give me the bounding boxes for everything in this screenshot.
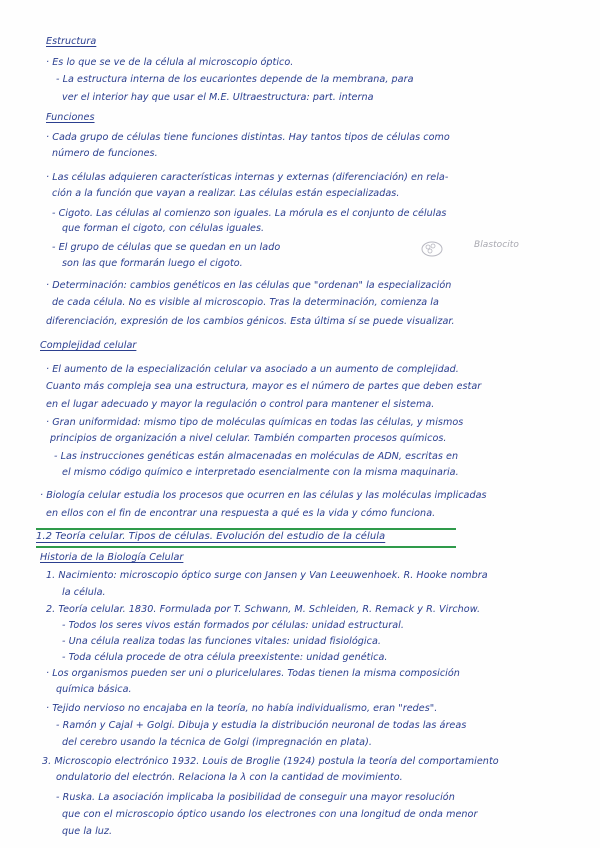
history-line-12: 3. Microscopio electrónico 1932. Louis de Broglie (1924) postula la teoría del comportamiento (42, 756, 499, 767)
heading-functions: Funciones (46, 112, 95, 123)
functions-line-5: - Cigoto. Las células al comienzo son iguales. La mórula es el conjunto de células (52, 208, 447, 219)
history-line-3: 2. Teoría celular. 1830. Formulada por T. Schwann, M. Schleiden, R. Remack y R. Virchow. (46, 604, 481, 615)
structure-line-3: ver el interior hay que usar el M.E. Ultraestructura: part. interna (62, 92, 374, 103)
history-line-1: 1. Nacimiento: microscopio óptico surge con Jansen y Van Leeuwenhoek. R. Hooke nombra (46, 570, 488, 581)
history-line-4: - Todos los seres vivos están formados por células: unidad estructural. (62, 620, 404, 631)
complexity-line-3: en el lugar adecuado y mayor la regulación o control para mantener el sistema. (46, 399, 435, 410)
complexity-line-7: el mismo código químico e interpretado esencialmente con la misma maquinaria. (62, 467, 459, 478)
functions-line-1: · Cada grupo de células tiene funciones distintas. Hay tantos tipos de células como (46, 132, 450, 143)
history-line-6: - Toda célula procede de otra célula preexistente: unidad genética. (62, 652, 388, 663)
history-line-15: que con el microscopio óptico usando los electrones con una longitud de onda menor (62, 809, 478, 820)
complexity-line-8: · Biología celular estudia los procesos que ocurren en las células y las moléculas implicadas (40, 490, 487, 501)
history-line-7: · Los organismos pueden ser uni o pluricelulares. Todas tienen la misma composición (46, 668, 460, 679)
complexity-line-6: - Las instrucciones genéticas están almacenadas en moléculas de ADN, escritas en (54, 451, 459, 462)
history-line-2: la célula. (62, 587, 106, 598)
section-1-2-heading: 1.2 Teoría celular. Tipos de células. Evolución del estudio de la célula (36, 531, 386, 542)
functions-line-4: ción a la función que vayan a realizar. Las células están especializadas. (52, 188, 400, 199)
functions-line-8: son las que formarán luego el cigoto. (62, 258, 243, 269)
section-highlight-bottom (36, 546, 456, 548)
functions-line-3: · Las células adquieren características internas y externas (diferenciación) en rela- (46, 172, 449, 183)
complexity-line-5: principios de organización a nivel celular. También comparten procesos químicos. (50, 433, 447, 444)
functions-line-2: número de funciones. (52, 148, 158, 159)
functions-line-6: que forman el cigoto, con células iguales. (62, 223, 265, 234)
section-highlight-top (36, 528, 456, 530)
history-line-11: del cerebro usando la técnica de Golgi (impregnación en plata). (62, 737, 372, 748)
history-line-13: ondulatorio del electrón. Relaciona la λ con la cantidad de movimiento. (56, 772, 403, 783)
heading-structure: Estructura (46, 36, 97, 47)
complexity-line-2: Cuanto más compleja sea una estructura, mayor es el número de partes que deben estar (46, 381, 482, 392)
heading-history: Historia de la Biología Celular (40, 552, 184, 563)
history-line-5: - Una célula realiza todas las funciones vitales: unidad fisiológica. (62, 636, 381, 647)
structure-line-2: - La estructura interna de los eucariontes depende de la membrana, para (56, 74, 414, 85)
history-line-16: que la luz. (62, 826, 113, 837)
structure-line-1: · Es lo que se ve de la célula al microscopio óptico. (46, 57, 294, 68)
pencil-note-blastocito: Blastocito (474, 240, 519, 250)
history-line-9: · Tejido nervioso no encajaba en la teoría, no había individualismo, eran "redes". (46, 703, 438, 714)
history-line-10: - Ramón y Cajal + Golgi. Dibuja y estudia la distribución neuronal de todas las áreas (56, 720, 467, 731)
blastocyst-sketch (420, 240, 444, 258)
heading-complexity: Complejidad celular (40, 340, 137, 351)
history-line-14: - Ruska. La asociación implicaba la posibilidad de conseguir una mayor resolución (56, 792, 455, 803)
complexity-line-1: · El aumento de la especialización celular va asociado a un aumento de complejidad. (46, 364, 459, 375)
complexity-line-9: en ellos con el fin de encontrar una respuesta a qué es la vida y cómo funciona. (46, 508, 436, 519)
functions-line-7: - El grupo de células que se quedan en un lado (52, 242, 281, 253)
functions-line-11: diferenciación, expresión de los cambios génicos. Esta última sí se puede visualizar. (46, 316, 455, 327)
complexity-line-4: · Gran uniformidad: mismo tipo de moléculas químicas en todas las células, y mismos (46, 417, 464, 428)
functions-line-9: · Determinación: cambios genéticos en las células que "ordenan" la especialización (46, 280, 452, 291)
functions-line-10: de cada célula. No es visible al microscopio. Tras la determinación, comienza la (52, 297, 439, 308)
history-line-8: química básica. (56, 684, 132, 695)
